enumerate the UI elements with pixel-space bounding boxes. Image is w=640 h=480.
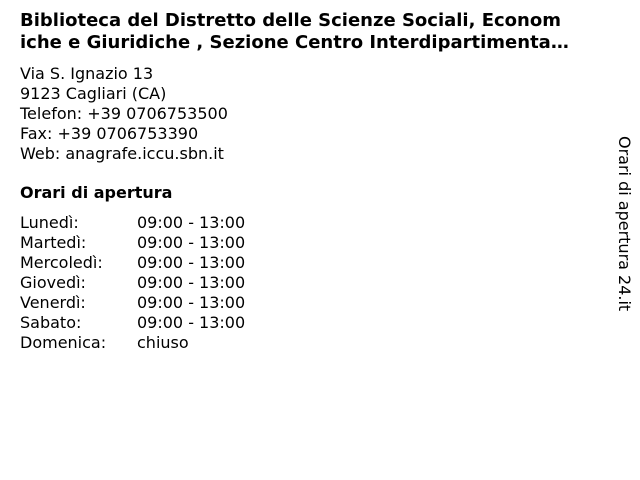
hours-row-tuesday <box>20 233 245 253</box>
day-label: Mercoledì: <box>20 253 103 272</box>
day-hours: chiuso <box>137 333 189 352</box>
hours-row-saturday <box>20 313 245 333</box>
site-watermark: Orari di apertura 24.it <box>615 136 634 312</box>
day-hours: 09:00 - 13:00 <box>137 253 246 272</box>
day-hours: 09:00 - 13:00 <box>137 273 246 292</box>
page-title <box>20 10 632 54</box>
day-hours: 09:00 - 13:00 <box>137 313 246 332</box>
day-label: Lunedì: <box>20 213 79 232</box>
hours-row-thursday <box>20 273 245 293</box>
address-street: Via S. Ignazio 13 <box>20 64 154 83</box>
day-hours: 09:00 - 13:00 <box>137 233 246 252</box>
day-label: Sabato: <box>20 313 82 332</box>
address-fax: Fax: +39 0706753390 <box>20 124 199 143</box>
hours-row-friday <box>20 293 245 313</box>
hours-row-sunday <box>20 333 245 353</box>
day-label: Venerdì: <box>20 293 86 312</box>
opening-hours-table <box>20 213 245 353</box>
hours-row-monday <box>20 213 245 233</box>
hours-row-wednesday <box>20 253 245 273</box>
day-hours: 09:00 - 13:00 <box>137 293 246 312</box>
address-block <box>20 64 228 164</box>
day-label: Giovedì: <box>20 273 86 292</box>
title-line-2: iche e Giuridiche , Sezione Centro Interdipartimenta… <box>20 32 569 53</box>
title-line-1: Biblioteca del Distretto delle Scienze Sociali, Econom <box>20 10 561 31</box>
day-label: Martedì: <box>20 233 87 252</box>
opening-hours-heading: Orari di apertura <box>20 183 173 202</box>
address-phone: Telefon: +39 0706753500 <box>20 104 228 123</box>
day-label: Domenica: <box>20 333 107 352</box>
address-city: 9123 Cagliari (CA) <box>20 84 167 103</box>
day-hours: 09:00 - 13:00 <box>137 213 246 232</box>
address-web: Web: anagrafe.iccu.sbn.it <box>20 144 224 163</box>
